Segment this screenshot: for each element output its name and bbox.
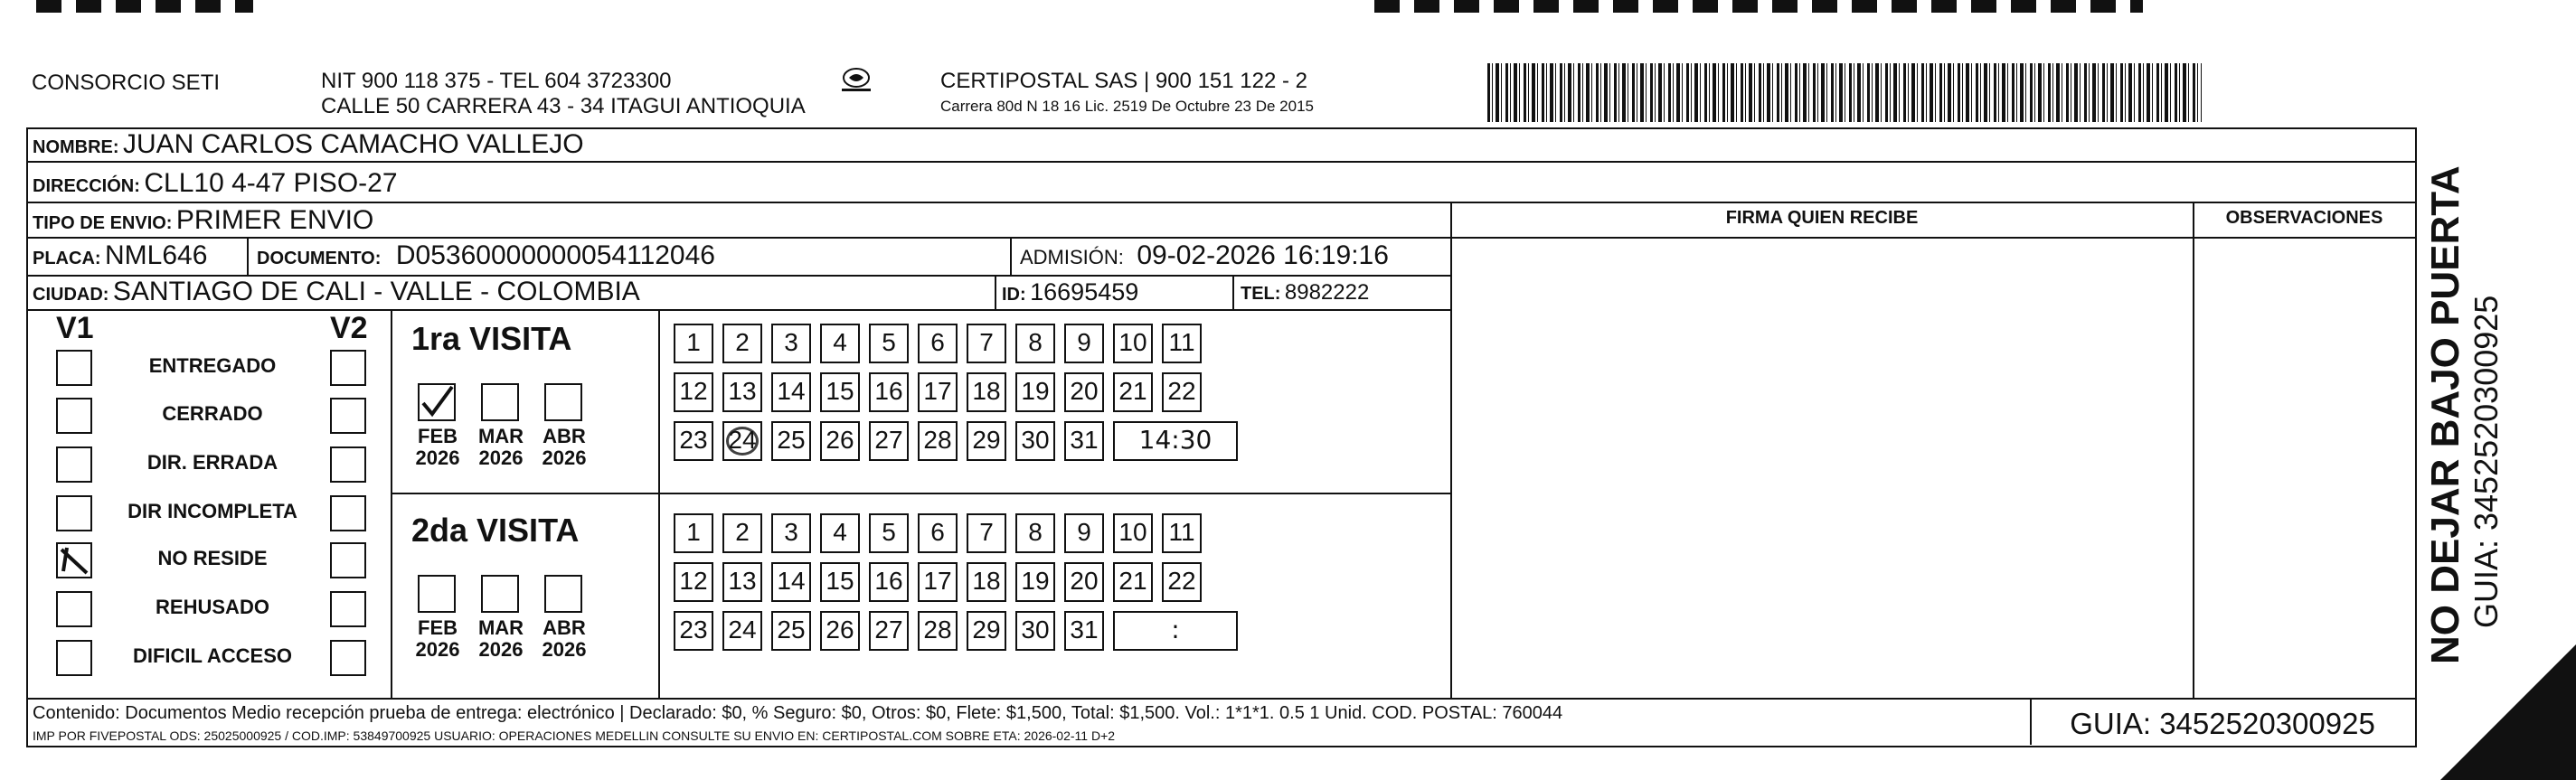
month-checkbox[interactable]: [544, 383, 582, 421]
direccion-label: DIRECCIÓN:: [33, 176, 140, 196]
month-checkbox[interactable]: [481, 383, 519, 421]
ciudad-field: [33, 277, 640, 307]
divider: [658, 309, 660, 699]
status-label: REHUSADO: [156, 596, 269, 618]
certipostal-license: Carrera 80d N 18 16 Lic. 2519 De Octubre 23 De 2015: [940, 98, 1314, 115]
month-year: 2026: [415, 638, 460, 661]
row-line: [26, 161, 2415, 163]
divider: [1232, 275, 1234, 309]
month-checkbox[interactable]: [544, 575, 582, 613]
divider: [995, 275, 996, 309]
day-box[interactable]: 17: [918, 372, 958, 412]
row-line: [26, 698, 2415, 700]
day-box[interactable]: 6: [918, 324, 958, 363]
divider: [391, 309, 392, 699]
v2-checkbox[interactable]: [330, 542, 366, 578]
day-box[interactable]: 27: [869, 421, 909, 461]
day-box[interactable]: 25: [771, 421, 811, 461]
day-box[interactable]: 21: [1113, 562, 1153, 602]
status-label: NO RESIDE: [157, 547, 268, 569]
direccion-field: [33, 168, 398, 199]
divider: [247, 237, 249, 275]
time-box[interactable]: 14:30: [1113, 421, 1238, 461]
day-box[interactable]: 24: [722, 611, 762, 651]
signature-area[interactable]: [1456, 239, 2188, 694]
footer-contenido: Contenido: Documentos Medio recepción prueba de entrega: electrónico | Declarado: $0, % Seguro: $0, Otros: $0, Flete: $1,500, Total: $1,500. Vol.: 1*1*1. 0.5 1 Unid. COD. POSTAL: 760044: [33, 703, 1563, 723]
check-mark-icon: [58, 544, 90, 577]
day-box[interactable]: 10: [1113, 513, 1153, 553]
day-box[interactable]: 20: [1064, 372, 1104, 412]
month-year: 2026: [478, 638, 524, 661]
tipo-field: [33, 205, 373, 236]
day-box[interactable]: 17: [918, 562, 958, 602]
id-value: 16695459: [1030, 278, 1139, 305]
v1-checkbox[interactable]: [56, 398, 92, 434]
id-field: [1002, 278, 1138, 306]
day-box[interactable]: 15: [820, 372, 860, 412]
company-name: CONSORCIO SETI: [32, 70, 221, 95]
v1-checkbox[interactable]: [56, 495, 92, 531]
certipostal-line: CERTIPOSTAL SAS | 900 151 122 - 2: [940, 69, 1307, 93]
placa-field: [33, 240, 207, 271]
direccion-value: CLL10 4-47 PISO-27: [144, 168, 398, 198]
top-edge-marks: [36, 0, 253, 13]
day-box[interactable]: 13: [722, 372, 762, 412]
day-box[interactable]: 23: [674, 421, 713, 461]
admision-field: [1020, 240, 1389, 271]
v2-checkbox[interactable]: [330, 398, 366, 434]
day-box[interactable]: 26: [820, 611, 860, 651]
month-checkbox[interactable]: [418, 383, 456, 421]
month-checkbox[interactable]: [481, 575, 519, 613]
day-box[interactable]: 29: [967, 421, 1006, 461]
day-box[interactable]: 28: [918, 611, 958, 651]
v2-header: V2: [330, 311, 368, 345]
placa-label: PLACA:: [33, 249, 101, 268]
v1-checkbox[interactable]: [56, 350, 92, 386]
day-box[interactable]: 7: [967, 513, 1006, 553]
month-name: FEB: [418, 425, 458, 447]
day-box[interactable]: 14: [771, 372, 811, 412]
divider: [1450, 202, 1452, 700]
month-year: 2026: [542, 446, 587, 469]
tipo-value: PRIMER ENVIO: [175, 205, 374, 235]
corner-mark: [2440, 644, 2576, 780]
day-box[interactable]: 29: [967, 611, 1006, 651]
nombre-field: [33, 129, 584, 160]
day-box[interactable]: 24: [722, 421, 762, 461]
warning-text: NO DEJAR BAJO PUERTA: [2423, 165, 2467, 664]
day-box[interactable]: 16: [869, 562, 909, 602]
day-box[interactable]: 31: [1064, 611, 1104, 651]
status-label: CERRADO: [162, 402, 263, 425]
day-box[interactable]: 19: [1015, 372, 1055, 412]
day-box[interactable]: 15: [820, 562, 860, 602]
day-box[interactable]: 21: [1113, 372, 1153, 412]
day-box[interactable]: 5: [869, 513, 909, 553]
admision-label: ADMISIÓN:: [1020, 246, 1124, 268]
day-box[interactable]: 11: [1162, 513, 1202, 553]
row-line: [26, 309, 1451, 311]
day-box[interactable]: 16: [869, 372, 909, 412]
id-label: ID:: [1002, 285, 1026, 305]
visit2-title: 2da VISITA: [411, 512, 580, 549]
day-box[interactable]: 9: [1064, 513, 1104, 553]
nombre-label: NOMBRE:: [33, 137, 119, 157]
day-box[interactable]: 3: [771, 513, 811, 553]
footer-guia: GUIA: 3452520300925: [2070, 707, 2375, 740]
documento-label: DOCUMENTO:: [257, 249, 382, 268]
day-box[interactable]: 9: [1064, 324, 1104, 363]
day-box[interactable]: 23: [674, 611, 713, 651]
day-box[interactable]: 6: [918, 513, 958, 553]
v1-checkbox[interactable]: [56, 542, 92, 578]
time-box[interactable]: :: [1113, 611, 1238, 651]
day-box[interactable]: 12: [674, 372, 713, 412]
day-box[interactable]: 18: [967, 562, 1006, 602]
v2-checkbox[interactable]: [330, 640, 366, 676]
day-box[interactable]: 19: [1015, 562, 1055, 602]
status-label: DIR. ERRADA: [146, 451, 278, 474]
day-box[interactable]: 30: [1015, 421, 1055, 461]
tel-value: 8982222: [1284, 280, 1370, 305]
row-line: [391, 493, 1451, 494]
check-mark-icon: [420, 385, 454, 419]
visit1-title: 1ra VISITA: [411, 320, 572, 357]
day-box[interactable]: 1: [674, 513, 713, 553]
barcode: [1487, 63, 2202, 122]
day-box[interactable]: 12: [674, 562, 713, 602]
firma-header: FIRMA QUIEN RECIBE: [1725, 208, 1919, 228]
day-box[interactable]: 28: [918, 421, 958, 461]
day-box[interactable]: 25: [771, 611, 811, 651]
day-box[interactable]: 11: [1162, 324, 1202, 363]
v1-checkbox[interactable]: [56, 446, 92, 483]
address-line: CALLE 50 CARRERA 43 - 34 ITAGUI ANTIOQUIA: [321, 94, 806, 118]
month-name: MAR: [477, 616, 524, 639]
v1-checkbox[interactable]: [56, 591, 92, 627]
v1-checkbox[interactable]: [56, 640, 92, 676]
divider: [1010, 237, 1012, 275]
day-box[interactable]: 2: [722, 513, 762, 553]
status-label: DIR INCOMPLETA: [127, 500, 297, 522]
day-box[interactable]: 7: [967, 324, 1006, 363]
day-box[interactable]: 3: [771, 324, 811, 363]
documento-field: [257, 240, 715, 271]
day-box[interactable]: 22: [1162, 372, 1202, 412]
day-box[interactable]: 10: [1113, 324, 1153, 363]
documento-value: D05360000000054112046: [395, 240, 715, 270]
day-strike-mark: [726, 427, 759, 456]
day-box[interactable]: 8: [1015, 324, 1055, 363]
v2-checkbox[interactable]: [330, 350, 366, 386]
month-name: ABR: [543, 425, 586, 447]
day-box[interactable]: 30: [1015, 611, 1055, 651]
day-box[interactable]: 27: [869, 611, 909, 651]
tel-field: [1241, 280, 1369, 305]
top-edge-marks-right: [1374, 0, 2143, 13]
day-box[interactable]: 18: [967, 372, 1006, 412]
v2-checkbox[interactable]: [330, 591, 366, 627]
v2-checkbox[interactable]: [330, 446, 366, 483]
tipo-label: TIPO DE ENVIO:: [33, 213, 173, 233]
day-box[interactable]: 2: [722, 324, 762, 363]
day-box[interactable]: 20: [1064, 562, 1104, 602]
divider: [2193, 202, 2194, 700]
tel-label: TEL:: [1241, 284, 1281, 304]
day-box[interactable]: 26: [820, 421, 860, 461]
observaciones-area[interactable]: [2198, 239, 2410, 694]
day-box[interactable]: 4: [820, 513, 860, 553]
nit-line: NIT 900 118 375 - TEL 604 3723300: [321, 69, 672, 93]
footer-imp: IMP POR FIVEPOSTAL ODS: 25025000925 / COD.IMP: 53849700925 USUARIO: OPERACIONES MEDELLIN CONSULTE SU ENVIO EN: CERTIPOSTAL.COM SOBRE ETA: 2026-02-11 D+2: [33, 728, 1116, 743]
day-box[interactable]: 13: [722, 562, 762, 602]
day-box[interactable]: 31: [1064, 421, 1104, 461]
month-checkbox[interactable]: [418, 575, 456, 613]
day-box[interactable]: 5: [869, 324, 909, 363]
day-box[interactable]: 4: [820, 324, 860, 363]
row-line: [26, 202, 2415, 203]
nombre-value: JUAN CARLOS CAMACHO VALLEJO: [123, 129, 584, 159]
observaciones-header: OBSERVACIONES: [2225, 208, 2383, 228]
month-name: ABR: [543, 616, 586, 639]
certipostal-logo: [836, 67, 876, 94]
month-year: 2026: [542, 638, 587, 661]
month-year: 2026: [478, 446, 524, 469]
month-year: 2026: [415, 446, 460, 469]
month-name: FEB: [418, 616, 458, 639]
day-box[interactable]: 22: [1162, 562, 1202, 602]
side-guia: GUIA: 3452520300925: [2467, 295, 2505, 628]
ciudad-label: CIUDAD:: [33, 285, 109, 305]
placa-value: NML646: [105, 240, 208, 270]
day-box[interactable]: 14: [771, 562, 811, 602]
ciudad-value: SANTIAGO DE CALI - VALLE - COLOMBIA: [112, 277, 640, 306]
status-label: DIFICIL ACCESO: [132, 644, 292, 667]
v1-header: V1: [56, 311, 94, 345]
admision-value: 09-02-2026 16:19:16: [1137, 240, 1389, 270]
v2-checkbox[interactable]: [330, 495, 366, 531]
status-label: ENTREGADO: [148, 354, 277, 377]
day-box[interactable]: 8: [1015, 513, 1055, 553]
month-name: MAR: [477, 425, 524, 447]
day-box[interactable]: 1: [674, 324, 713, 363]
